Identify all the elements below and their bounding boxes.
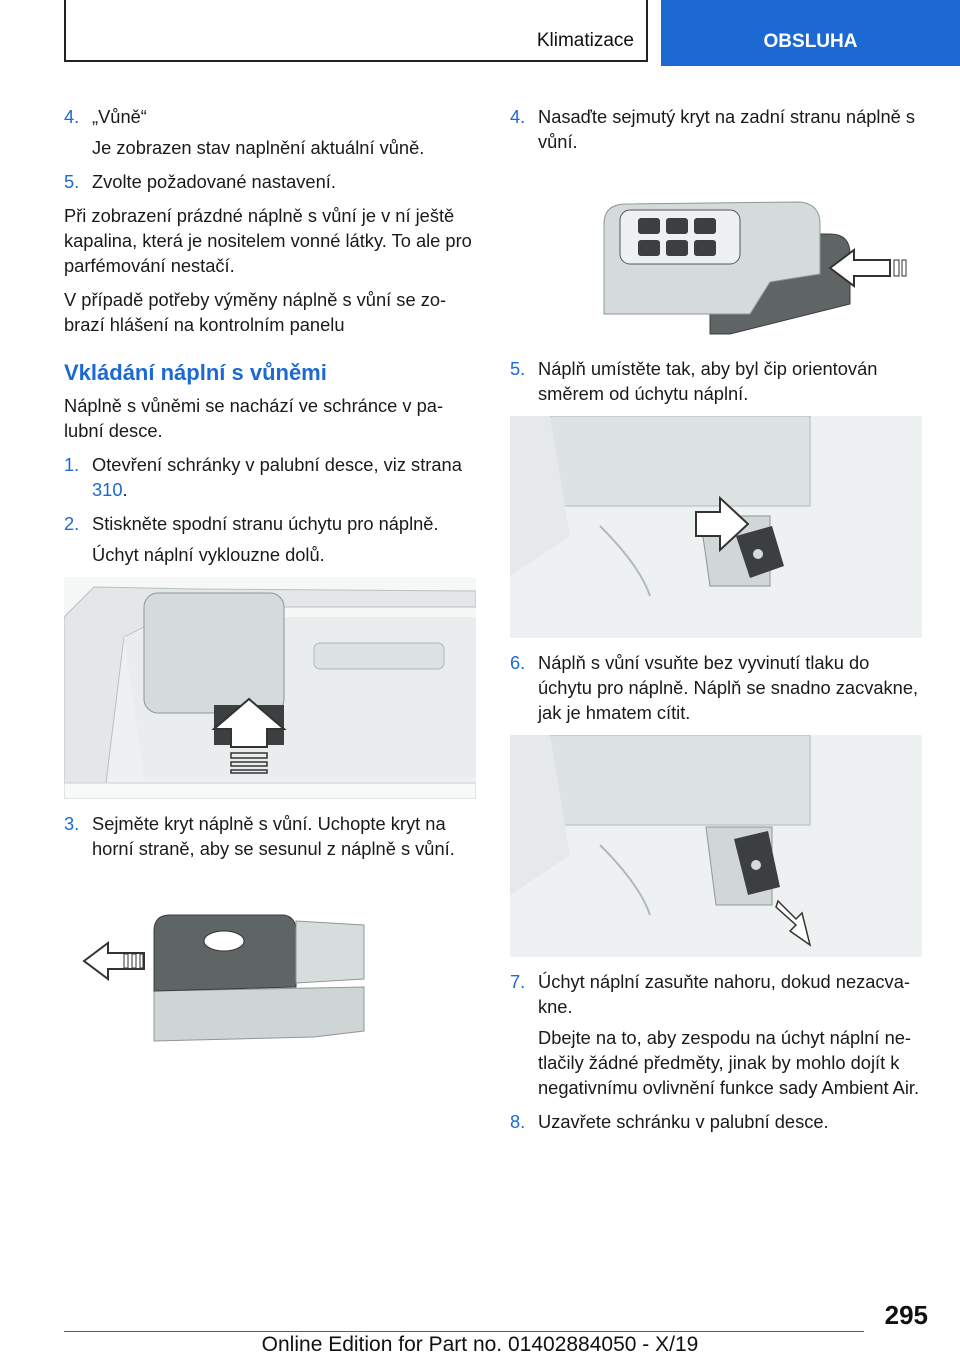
step-number: 1. (64, 454, 80, 475)
step-6 (510, 650, 922, 725)
step-2 (64, 511, 476, 536)
illustration-chip-orientation (510, 416, 922, 638)
paragraph: Náplně s vůněmi se nachází ve schránce v palubní desce. (64, 395, 444, 441)
footer-divider (64, 1331, 864, 1332)
chapter-tab-label: OBSLUHA (763, 31, 858, 52)
header-box (64, 0, 648, 62)
step-sub-text: Dbejte na to, aby zespodu na úchyt náplní netlačily žádné předměty, jinak by mohlo dojít k negativnímu ovlivnění funkce sady Ambient Air. (538, 1027, 920, 1098)
step-4-left (64, 104, 476, 129)
step-text (92, 452, 476, 502)
illustration-cover-attach (510, 194, 922, 344)
step-number: 5. (510, 358, 526, 379)
step-number: 6. (510, 652, 526, 673)
step-number: 7. (510, 971, 526, 992)
step-text: Uzavřete schránku v palubní desce. (538, 1111, 829, 1132)
step-text: Náplň s vůní vsuňte bez vyvinutí tlaku do úchytu pro náplně. Náplň se snadno zacvakne, jak je hmatem cítit. (538, 652, 919, 723)
step-text: Zvolte požadované nastavení. (92, 171, 336, 192)
step-sub-text: Je zobrazen stav naplnění aktuální vůně. (92, 137, 425, 158)
step-text: Náplň umístěte tak, aby byl čip orientován směrem od úchytu náplní. (538, 358, 878, 404)
step-text-after: . (122, 479, 128, 500)
illustration-cover-removal (64, 891, 476, 1051)
illustration-insert-cartridge (510, 735, 922, 957)
left-column (64, 104, 476, 1063)
step-7 (510, 969, 922, 1019)
step-number: 4. (510, 106, 526, 127)
step-number: 2. (64, 513, 80, 534)
step-text-body: Otevření schránky v palubní desce, viz strana (92, 454, 462, 475)
section-title: Klimatizace (536, 30, 634, 51)
step-number: 5. (64, 171, 80, 192)
chapter-tab[interactable] (661, 0, 960, 66)
step-sub-text: Úchyt náplní vyklouzne dolů. (92, 544, 325, 565)
step-5-left (64, 169, 476, 194)
step-text: „Vůně“ (92, 106, 147, 127)
step-number: 8. (510, 1111, 526, 1132)
step-text: Stiskněte spodní stranu úchytu pro náplně. (92, 513, 439, 534)
page-link[interactable]: 310 (92, 479, 123, 500)
step-8 (510, 1109, 922, 1134)
paragraph: V případě potřeby výměny náplně s vůní se zobrazí hlášení na kontrolním panelu (64, 289, 447, 335)
step-text: Sejměte kryt náplně s vůní. Uchopte kryt na horní straně, aby se sesunul z náplně s vůní. (92, 813, 455, 859)
footer-edition: Online Edition for Part no. 01402884050 - X/19 (261, 1333, 699, 1356)
step-number: 3. (64, 813, 80, 834)
step-5-right (510, 356, 922, 406)
illustration-holder-press (64, 577, 476, 799)
page-number: 295 (884, 1300, 928, 1330)
right-column (510, 104, 922, 1143)
step-number: 4. (64, 106, 80, 127)
section-heading: Vkládání náplní s vůněmi (64, 360, 327, 385)
step-1 (64, 452, 476, 502)
step-text: Úchyt náplní zasuňte nahoru, dokud nezacvakne. (538, 971, 910, 1017)
step-3 (64, 811, 476, 861)
paragraph: Při zobrazení prázdné náplně s vůní je v ní ještě kapalina, která je nositelem vonné látky. To ale pro parfémování nestačí. (64, 205, 472, 276)
step-text: Nasaďte sejmutý kryt na zadní stranu náplně s vůní. (538, 106, 916, 152)
step-4-right (510, 104, 922, 154)
